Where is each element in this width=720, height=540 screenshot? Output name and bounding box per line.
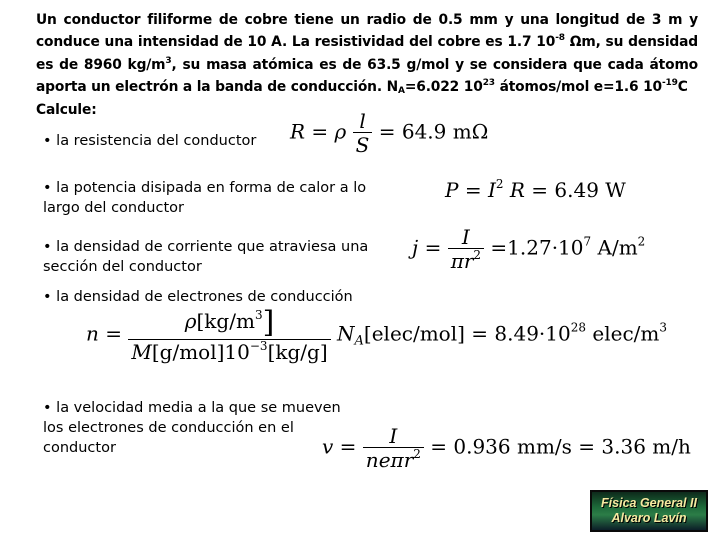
formula-p-exp: 2	[495, 177, 504, 191]
frac-den-unit2: [kg/g]	[267, 340, 328, 364]
fraction-l-over-s	[353, 111, 373, 155]
course-logo	[590, 490, 708, 532]
result-n-exp: 28	[570, 320, 587, 335]
formula-v-lhs: v	[322, 434, 334, 459]
formula-n-na: N	[337, 321, 355, 346]
formula-r-rho: ρ	[334, 119, 347, 144]
fraction-i-over-pir2	[448, 227, 484, 271]
fraction-i-over-nepir2	[363, 426, 424, 470]
frac-den-pow-exp: −3	[249, 339, 268, 353]
density-exponent: 3	[165, 55, 172, 66]
formula-resistance	[290, 111, 488, 155]
result-n-exp2: 3	[659, 320, 667, 335]
result-j-exp: 7	[583, 234, 592, 249]
result-n-a: [elec/mol] = 8.49·10	[363, 321, 571, 346]
formula-current-density	[412, 227, 645, 271]
problem-text-2: Ωm, su densidad es de 8960 kg/m	[36, 34, 699, 73]
frac-v-num: I	[389, 424, 398, 448]
formula-p-i: I	[487, 178, 496, 202]
frac-den-r: r	[463, 249, 474, 273]
frac-v-den-e: e	[378, 448, 391, 472]
frac-num-unit: [kg/m	[196, 309, 255, 333]
item-current-density: • la densidad de corriente que atraviesa una sección del conductor	[43, 239, 369, 275]
item-drift-velocity: • la velocidad media a la que se mueven los electrones de conducción en el conductor	[43, 400, 341, 456]
result-power: = 6.49 W	[531, 178, 626, 202]
formula-j-lhs: j	[412, 235, 419, 260]
formula-p-lhs: P	[445, 178, 459, 202]
avogadro-subscript: A	[398, 86, 405, 97]
problem-text-3: , su masa atómica es de 63.5 g/mol y se considera que cada átomo aporta un electrón a la banda de conducción. N	[36, 56, 698, 96]
avogadro-exponent: 23	[482, 78, 495, 89]
frac-num-i: I	[461, 225, 470, 249]
item-electron-density: • la densidad de electrones de conducción	[43, 289, 353, 305]
problem-text-1: Un conductor filiforme de cobre tiene un radio de 0.5 mm y una longitud de 3 m y conduce una intensidad de 10 A. La resistividad del cobre es 1.7 10	[36, 12, 698, 51]
resistivity-exponent: -8	[555, 33, 565, 44]
formula-n-na-sub: A	[354, 333, 364, 349]
result-j-a: =1.27·10	[490, 235, 584, 260]
formula-j-eq: =	[424, 235, 442, 260]
formula-r-eq: =	[311, 119, 329, 144]
formula-p-r: R	[509, 178, 525, 202]
result-n-b: elec/m	[586, 321, 660, 346]
frac-v-den-pi: π	[390, 448, 404, 472]
frac-v-den-r: r	[403, 448, 414, 472]
calcule-label: Calcule:	[36, 101, 97, 118]
frac-den-exp: 2	[473, 248, 482, 262]
item-power: • la potencia disipada en forma de calor a lo largo del conductor	[43, 180, 367, 216]
formula-p-eq: =	[464, 178, 482, 202]
problem-statement	[36, 9, 698, 121]
frac-num-rho: ρ	[184, 309, 197, 333]
frac-den-unit: [g/mol]	[151, 340, 225, 364]
logo-course-title: Física General II	[601, 496, 697, 510]
charge-exponent: -19	[661, 78, 678, 89]
result-resistance: = 64.9 mΩ	[378, 119, 489, 144]
frac-v-den-n: n	[365, 448, 379, 472]
fraction-density	[128, 305, 330, 364]
result-j-b: A/m	[591, 235, 638, 260]
formula-n-eq: =	[105, 321, 123, 346]
result-drift-velocity: = 0.936 mm/s = 3.36 m/h	[430, 434, 691, 459]
formula-drift-velocity	[322, 426, 691, 470]
frac-den-s: S	[355, 133, 370, 157]
frac-v-den-exp: 2	[413, 447, 421, 461]
frac-num-l: l	[359, 109, 366, 133]
formula-power	[445, 177, 626, 202]
item-resistance: • la resistencia del conductor	[43, 133, 257, 149]
frac-den-pi: π	[450, 249, 464, 273]
formula-v-eq: =	[339, 434, 357, 459]
formula-n-lhs: n	[86, 321, 99, 346]
frac-den-pow: 10	[224, 340, 250, 364]
result-j-exp2: 2	[637, 234, 646, 249]
frac-den-m: M	[131, 340, 152, 364]
problem-text-5: átomos/mol e=1.6 10	[494, 79, 662, 96]
formula-electron-density	[86, 305, 667, 364]
problem-text-6: C	[677, 79, 688, 96]
logo-author: Alvaro Lavín	[611, 511, 687, 525]
formula-r-lhs: R	[290, 119, 306, 144]
frac-num-close: ]	[262, 305, 275, 340]
frac-num-exp: 3	[254, 308, 263, 322]
problem-text-4: =6.022 10	[404, 79, 483, 96]
